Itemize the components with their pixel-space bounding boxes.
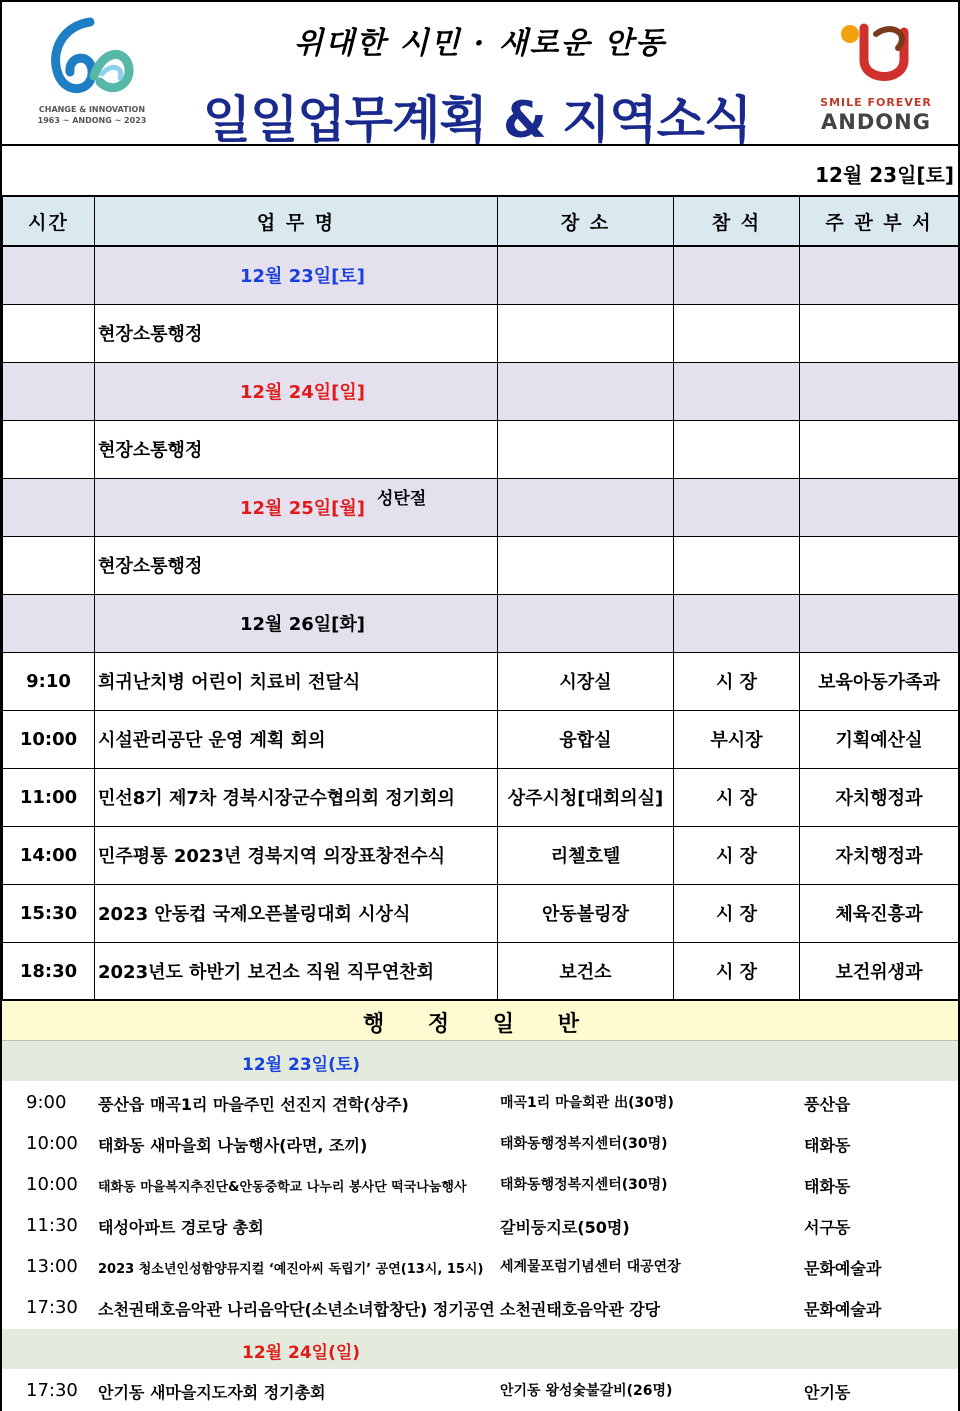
day-label: 12월 24일[일]: [95, 362, 498, 420]
sixty-logo-icon: [32, 12, 152, 104]
holiday-label: 성탄절: [376, 489, 427, 509]
task-cell: 2023년도 하반기 보건소 직원 직무연찬회: [95, 942, 498, 1000]
col-dept: 주 관 부 서: [800, 196, 959, 246]
dept-cell: 보건위생과: [800, 942, 959, 1000]
slogan: 위대한 시민 · 새로운 안동: [293, 26, 667, 61]
list-item: [2, 1081, 958, 1122]
dept-cell: 보육아동가족과: [800, 652, 959, 710]
table-row: [3, 652, 959, 710]
general-time: 17:30: [26, 1297, 78, 1318]
attendee-cell: 시 장: [674, 884, 800, 942]
place-cell: 시장실: [498, 652, 674, 710]
report-date: 12월 23일[토]: [815, 163, 954, 187]
general-place: 소천권태호음악관 강당: [500, 1300, 661, 1319]
col-task: 업 무 명: [95, 196, 498, 246]
task-cell: 2023 안동컵 국제오픈볼링대회 시상식: [95, 884, 498, 942]
general-time: 9:00: [26, 1092, 67, 1113]
dept-cell: 기획예산실: [800, 710, 959, 768]
task-cell: 현장소통행정: [95, 420, 498, 478]
general-section-title: 행 정 일 반: [2, 999, 958, 1041]
general-day-label: 12월 24일(일): [2, 1329, 958, 1369]
day-label: 12월 26일[화]: [95, 594, 498, 652]
day-label: 12월 25일[월]: [240, 498, 365, 519]
general-time: 10:00: [26, 1174, 78, 1195]
attendee-cell: 시 장: [674, 652, 800, 710]
list-item: [2, 1369, 958, 1410]
place-cell: 보건소: [498, 942, 674, 1000]
place-cell: 리첼호텔: [498, 826, 674, 884]
day-row: [3, 478, 959, 536]
col-time: 시간: [3, 196, 95, 246]
general-time: 11:30: [26, 1215, 78, 1236]
general-dept: 태화동: [804, 1177, 851, 1196]
place-cell: 상주시청[대회의실]: [498, 768, 674, 826]
dept-cell: 자치행정과: [800, 768, 959, 826]
attendee-cell: 시 장: [674, 942, 800, 1000]
day-label: 12월 23일[토]: [95, 246, 498, 304]
general-task: 안기동 새마을지도자회 정기총회: [98, 1383, 326, 1402]
day-row: [3, 246, 959, 304]
day-row: [3, 362, 959, 420]
time-cell: 11:00: [3, 768, 95, 826]
list-item: [2, 1286, 958, 1327]
col-place: 장 소: [498, 196, 674, 246]
list-item: [2, 1204, 958, 1245]
general-time: 10:00: [26, 1133, 78, 1154]
general-day-label: 12월 23일(토): [2, 1041, 958, 1081]
table-row: [3, 710, 959, 768]
general-task: 소천권태호음악관 나리음악단(소년소녀합창단) 정기공연: [98, 1300, 495, 1319]
general-task: 태성아파트 경로당 총회: [98, 1218, 264, 1237]
col-attendee: 참 석: [674, 196, 800, 246]
general-place: 안기동 왕성숯불갈비(26명): [500, 1383, 673, 1399]
task-cell: 현장소통행정: [95, 536, 498, 594]
logo-text-andong: ANDONG: [821, 110, 931, 134]
page-title: 일일업무계획 & 지역소식: [202, 91, 752, 149]
task-cell: 현장소통행정: [95, 304, 498, 362]
list-item: [2, 1163, 958, 1204]
smile-logo-icon: [814, 12, 938, 96]
schedule-table: [2, 195, 959, 1001]
table-row: [3, 420, 959, 478]
general-place: 태화동행정복지센터(30명): [500, 1177, 668, 1193]
general-dept: 서구동: [804, 1218, 851, 1237]
time-cell: 9:10: [3, 652, 95, 710]
task-cell: 시설관리공단 운영 계획 회의: [95, 710, 498, 768]
general-place: 태화동행정복지센터(30명): [500, 1136, 668, 1152]
general-task: 풍산읍 매곡1리 마을주민 선진지 견학(상주): [98, 1095, 409, 1114]
attendee-cell: 시 장: [674, 768, 800, 826]
andong-logo: [814, 12, 938, 136]
general-place: 매곡1리 마을회관 出(30명): [500, 1095, 674, 1111]
list-item: [2, 1122, 958, 1163]
place-cell: 융합실: [498, 710, 674, 768]
day-row: [3, 594, 959, 652]
place-cell: 안동볼링장: [498, 884, 674, 942]
table-row: [3, 826, 959, 884]
logo-caption-1: CHANGE & INNOVATION: [38, 105, 146, 114]
attendee-cell: 부시장: [674, 710, 800, 768]
logo-text-smile: SMILE FOREVER: [820, 96, 932, 109]
general-dept: 문화예술과: [804, 1300, 882, 1319]
general-place: 세계물포럼기념센터 대공연장: [500, 1259, 681, 1275]
task-cell: 민주평통 2023년 경북지역 의장표창전수식: [95, 826, 498, 884]
dept-cell: 체육진흥과: [800, 884, 959, 942]
attendee-cell: 시 장: [674, 826, 800, 884]
general-time: 17:30: [26, 1380, 78, 1401]
time-cell: 18:30: [3, 942, 95, 1000]
general-task: 태화동 새마을회 나눔행사(라면, 조끼): [98, 1136, 368, 1155]
table-row: [3, 768, 959, 826]
general-task: 태화동 마을복지추진단&안동중학교 나누리 봉사단 떡국나눔행사: [98, 1180, 467, 1195]
general-dept: 태화동: [804, 1136, 851, 1155]
table-row: [3, 304, 959, 362]
header: [2, 2, 958, 149]
general-dept: 안기동: [804, 1383, 851, 1402]
task-cell: 민선8기 제7차 경북시장군수협의회 정기회의: [95, 768, 498, 826]
general-dept: 풍산읍: [804, 1095, 851, 1114]
logo-caption-2: 1963 ~ ANDONG ~ 2023: [37, 116, 147, 125]
time-cell: 15:30: [3, 884, 95, 942]
general-dept: 문화예술과: [804, 1259, 882, 1278]
time-cell: 14:00: [3, 826, 95, 884]
table-header-row: [3, 196, 959, 246]
list-item: [2, 1245, 958, 1286]
table-row: [3, 536, 959, 594]
task-cell: 희귀난치병 어린이 치료비 전달식: [95, 652, 498, 710]
table-row: [3, 942, 959, 1000]
dept-cell: 자치행정과: [800, 826, 959, 884]
table-row: [3, 884, 959, 942]
anniversary-logo: [32, 12, 152, 132]
general-time: 13:00: [26, 1256, 78, 1277]
time-cell: 10:00: [3, 710, 95, 768]
general-task: 2023 청소년인성함양뮤지컬 ‘예진아씨 독립기’ 공연(13시, 15시): [98, 1262, 484, 1277]
general-place: 갈비둥지로(50명): [500, 1218, 630, 1237]
